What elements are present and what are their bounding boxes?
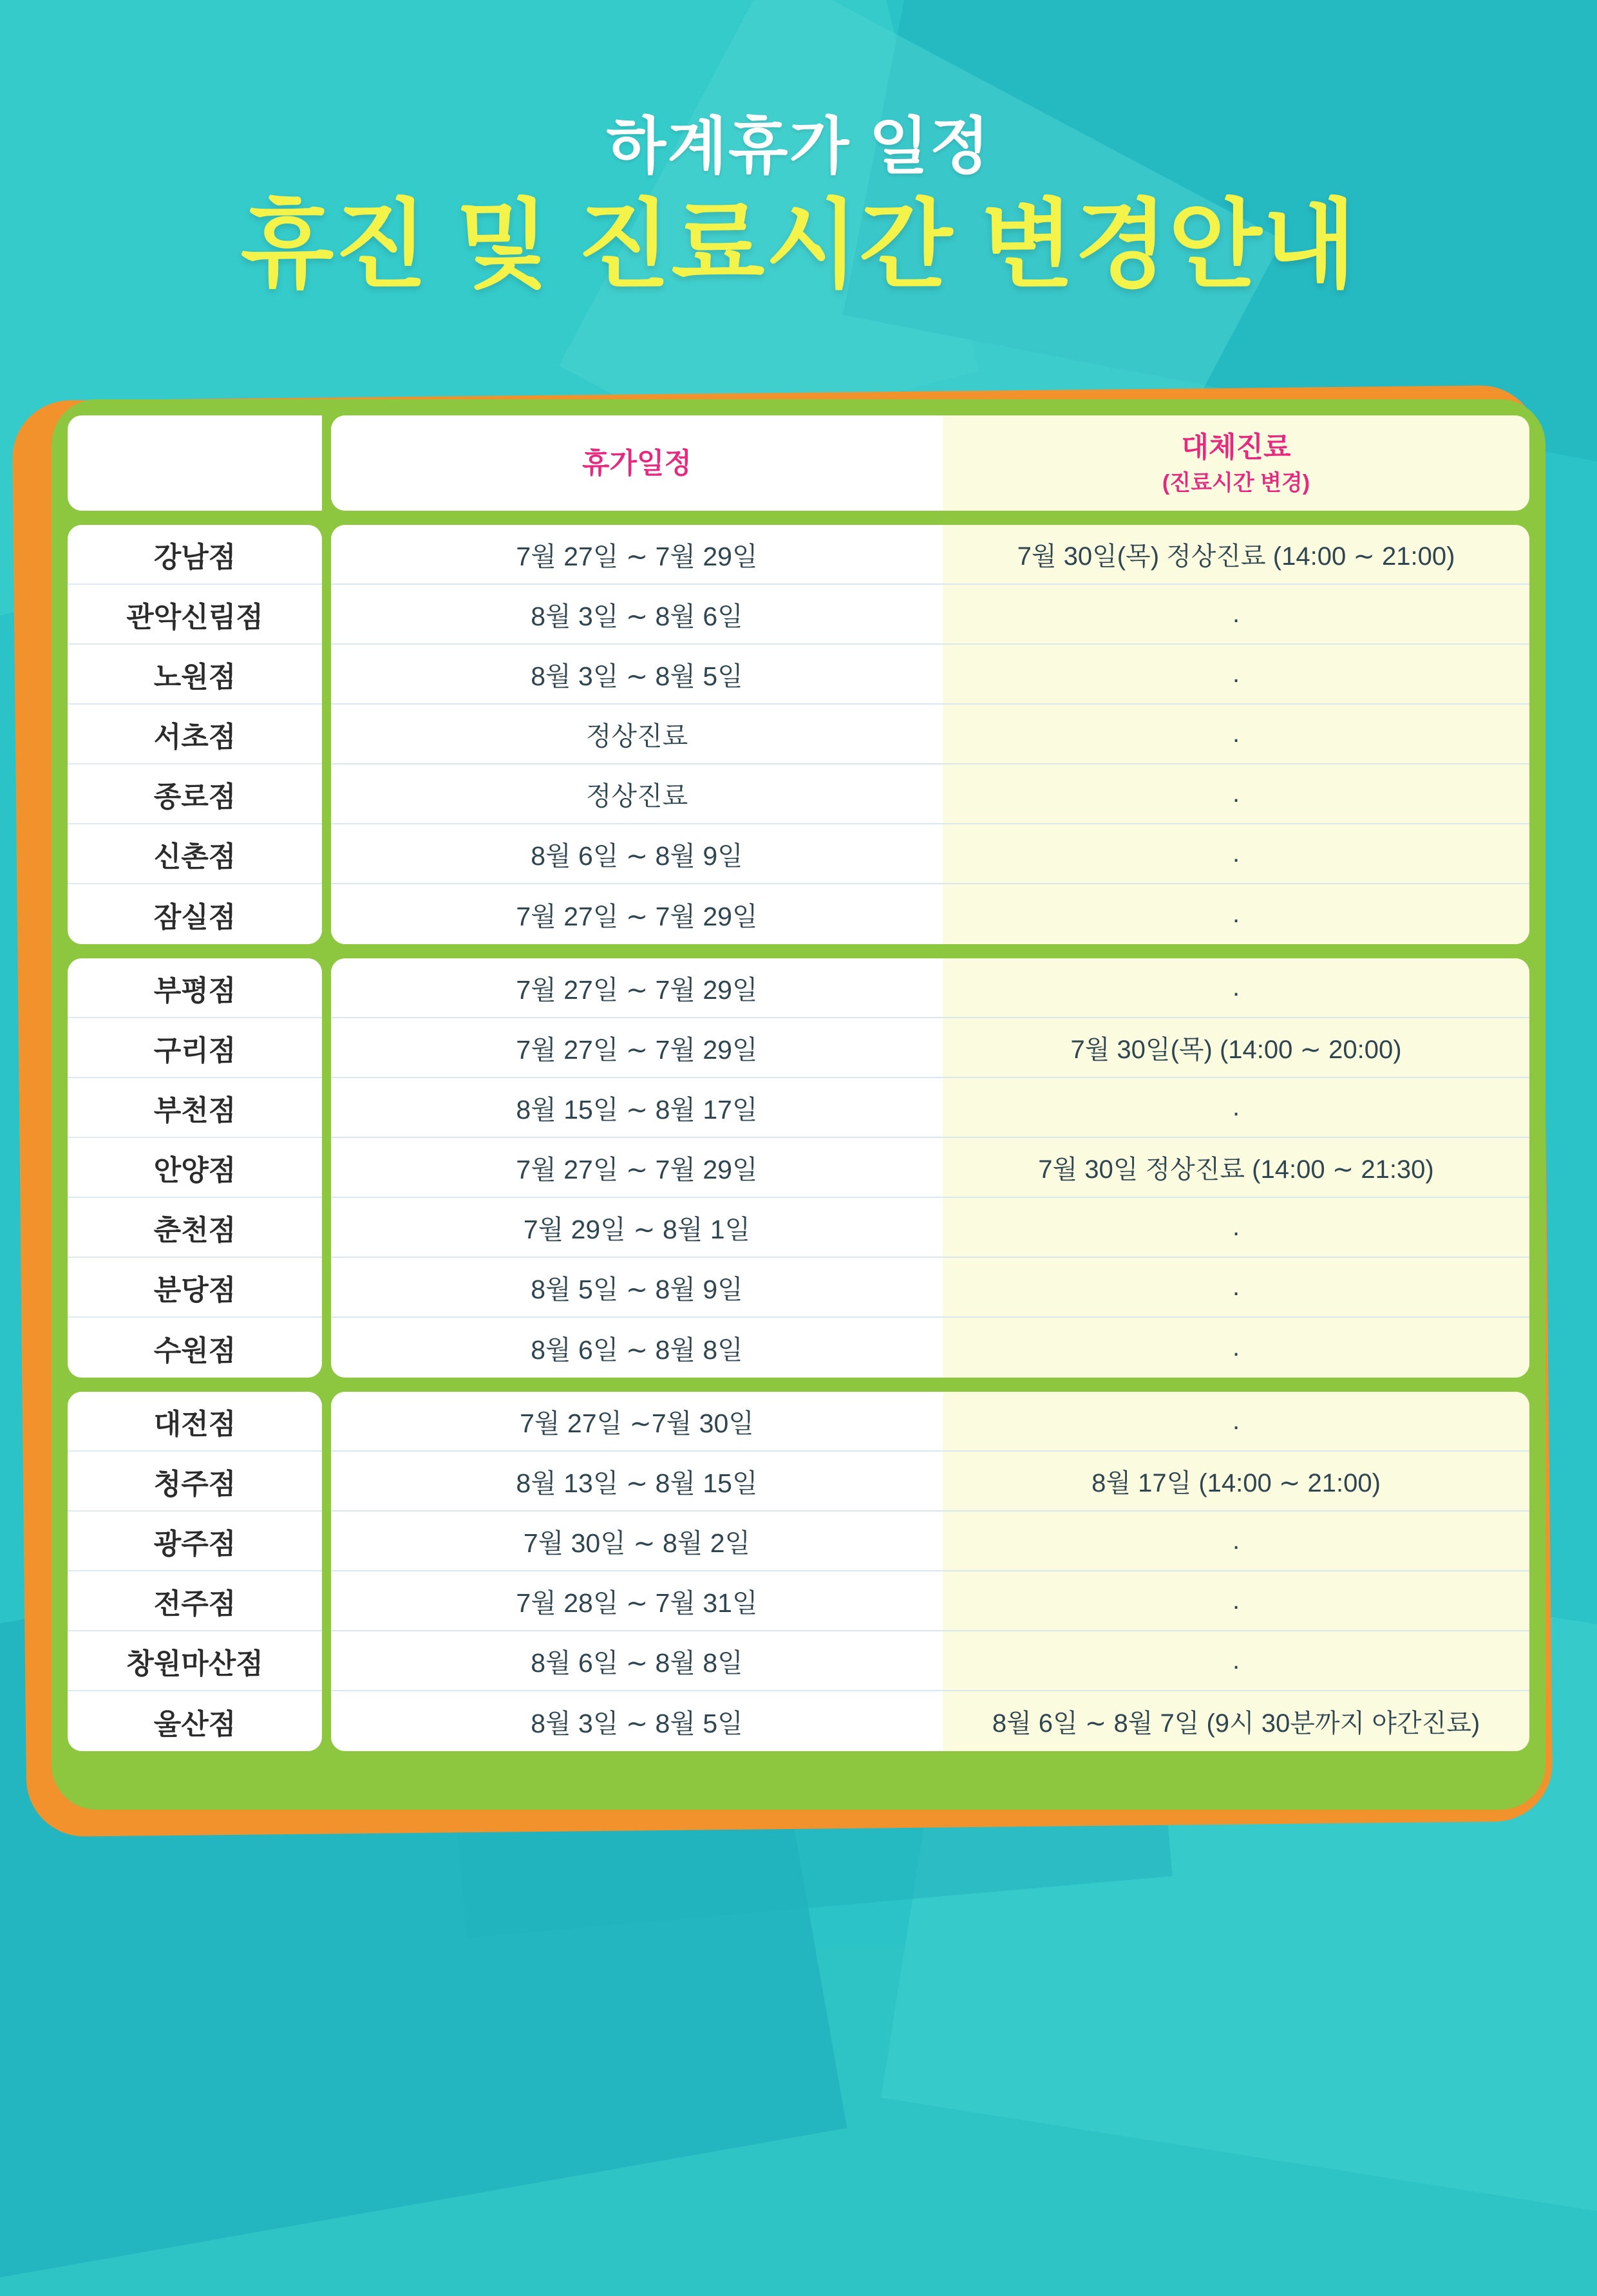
group-body (331, 1392, 1529, 1751)
table-header-alternate: 대체진료 (진료시간 변경) (943, 415, 1529, 511)
table-row: 구리점 (68, 1018, 322, 1078)
table-row: 7월 27일 ∼ 7월 29일 (331, 1138, 943, 1198)
table-header-schedule: 휴가일정 (331, 415, 943, 511)
table-row: 창원마산점 (68, 1631, 322, 1691)
table-row: . (943, 585, 1529, 645)
table-row: 7월 28일 ∼ 7월 31일 (331, 1571, 943, 1631)
table-header-branch (68, 415, 322, 511)
table-row: 7월 27일 ∼ 7월 29일 (516, 902, 758, 931)
table-row: 부평점 (68, 958, 322, 1018)
page-title (0, 113, 1597, 297)
table-row: 8월 3일 ∼ 8월 5일 (331, 645, 943, 705)
table-row: 7월 27일 ∼ 7월 29일 (331, 1018, 943, 1078)
table-row: 7월 29일 ∼ 8월 1일 (331, 1198, 943, 1258)
group-alternate-column (943, 525, 1529, 944)
table-row: 8월 6일 ∼ 8월 8일 (331, 1631, 943, 1691)
table-row: . (1232, 900, 1240, 928)
group-branch-column (68, 1392, 322, 1751)
table-row: 서초점 (68, 705, 322, 764)
table-row: 분당점 (68, 1258, 322, 1318)
table-row: . (943, 1078, 1529, 1138)
table-row: . (943, 1631, 1529, 1691)
table-row: . (943, 705, 1529, 764)
group-branch-column (68, 958, 322, 1378)
table-row: 8월 15일 ∼ 8월 17일 (331, 1078, 943, 1138)
table-row: 관악신림점 (68, 585, 322, 645)
table-row: 종로점 (68, 764, 322, 824)
table-row: 신촌점 (68, 824, 322, 884)
table-row: 수원점 (153, 1334, 236, 1367)
table-row: . (943, 764, 1529, 824)
table-row: 7월 30일(목) (14:00 ∼ 20:00) (943, 1018, 1529, 1078)
table-row: 8월 6일 ∼ 8월 9일 (331, 824, 943, 884)
table-row: . (943, 1258, 1529, 1318)
table-row: 울산점 (153, 1708, 236, 1740)
table-row: 청주점 (68, 1452, 322, 1512)
table-row: 잠실점 (153, 901, 236, 933)
table-row: . (943, 824, 1529, 884)
table-row: 안양점 (68, 1138, 322, 1198)
group-body (331, 958, 1529, 1378)
table-row: 대전점 (68, 1392, 322, 1452)
table-row: 전주점 (68, 1571, 322, 1631)
table-row: 춘천점 (68, 1198, 322, 1258)
page-main-title: 휴진 및 진료시간 변경안내 (240, 190, 1357, 299)
table-row: . (943, 1512, 1529, 1571)
table-row: . (943, 1392, 1529, 1452)
table-row: 7월 30일 ∼ 8월 2일 (331, 1512, 943, 1571)
table-row: 부천점 (68, 1078, 322, 1138)
table-row: 7월 30일(목) 정상진료 (14:00 ∼ 21:00) (943, 525, 1529, 585)
table-group (68, 525, 1529, 944)
group-schedule-column (331, 958, 943, 1378)
table-row: 노원점 (68, 645, 322, 705)
table-row: . (943, 958, 1529, 1018)
table-row: . (943, 1571, 1529, 1631)
table-row: 정상진료 (331, 764, 943, 824)
table-row: 강남점 (68, 525, 322, 585)
table-row: 광주점 (68, 1512, 322, 1571)
group-body (331, 525, 1529, 944)
table-header-row (68, 415, 1529, 511)
table-row: . (943, 645, 1529, 705)
table-row: 8월 17일 (14:00 ∼ 21:00) (943, 1452, 1529, 1512)
group-schedule-column (331, 525, 943, 944)
table-row: 정상진료 (331, 705, 943, 764)
table-row: 8월 6일 ∼ 8월 8일 (531, 1335, 743, 1365)
table-row: 8월 13일 ∼ 8월 15일 (331, 1452, 943, 1512)
table-group (68, 1392, 1529, 1751)
group-schedule-column (331, 1392, 943, 1751)
schedule-table (68, 415, 1529, 1765)
table-row: 7월 27일 ∼7월 30일 (331, 1392, 943, 1452)
table-row: 8월 5일 ∼ 8월 9일 (331, 1258, 943, 1318)
table-row: 8월 3일 ∼ 8월 6일 (331, 585, 943, 645)
group-alternate-column (943, 958, 1529, 1378)
table-row: 7월 27일 ∼ 7월 29일 (331, 525, 943, 585)
table-row: 8월 6일 ∼ 8월 7일 (9시 30분까지 야간진료) (992, 1709, 1480, 1738)
group-alternate-column (943, 1392, 1529, 1751)
table-group (68, 958, 1529, 1378)
table-row: 7월 27일 ∼ 7월 29일 (331, 958, 943, 1018)
table-row: 8월 3일 ∼ 8월 5일 (531, 1709, 743, 1738)
table-row: 7월 30일 정상진료 (14:00 ∼ 21:30) (943, 1138, 1529, 1198)
table-row: . (1232, 1333, 1240, 1361)
table-row: . (943, 1198, 1529, 1258)
group-branch-column (68, 525, 322, 944)
page-subtitle: 하계휴가 일정 (606, 112, 991, 181)
